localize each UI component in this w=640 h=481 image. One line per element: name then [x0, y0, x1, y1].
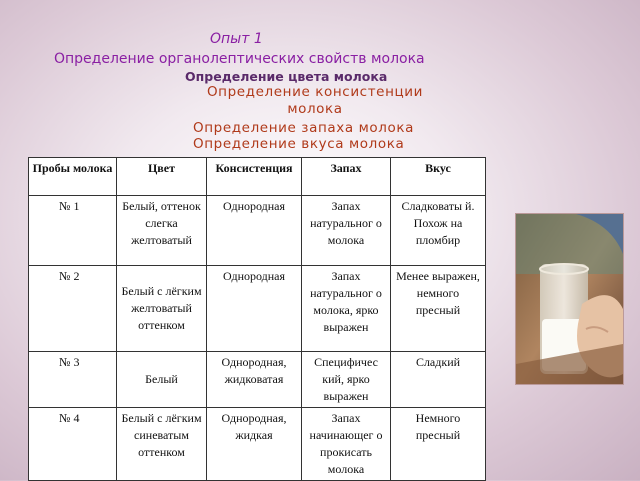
table-row [29, 408, 486, 481]
page-title: Определение органолептических свойств молока [54, 51, 425, 67]
table-cell: Белый с лёгким желтоватый оттенком [117, 266, 207, 352]
table-cell: Белый с лёгким синеватым оттенком [117, 408, 207, 481]
table-cell: Менее выражен, немного пресный [391, 266, 486, 352]
experiment-label: Опыт 1 [210, 31, 263, 47]
table-cell: Немного пресный [391, 408, 486, 481]
milk-glass-photo [515, 213, 624, 385]
table-row [29, 266, 486, 352]
smell-heading: Определение запаха молока [193, 120, 414, 136]
table-cell: Запах натуральног о молока, ярко выражен [302, 266, 391, 352]
table-cell: Белый, оттенок слегка желтоватый [117, 196, 207, 266]
taste-heading: Определение вкуса молока [193, 136, 405, 152]
table-cell: Однородная [207, 266, 302, 352]
table-cell: Сладковаты й. Похож на пломбир [391, 196, 486, 266]
table-cell: Запах начинающег о прокисать молока [302, 408, 391, 481]
table-cell: Однородная, жидковатая [207, 352, 302, 408]
table-cell: Однородная [207, 196, 302, 266]
color-heading: Определение цвета молока [185, 69, 388, 84]
table-cell: Сладкий [391, 352, 486, 408]
table-cell: № 1 [29, 196, 117, 266]
consistency-heading: Определение консистенции молока [206, 84, 424, 117]
table-cell: Запах натуральног о молока [302, 196, 391, 266]
column-header-consistency: Консистенция [207, 158, 302, 196]
table-cell: № 4 [29, 408, 117, 481]
column-header-taste: Вкус [391, 158, 486, 196]
table-row [29, 352, 486, 408]
table-cell: Однородная, жидкая [207, 408, 302, 481]
table-row [29, 196, 486, 266]
column-header-smell: Запах [302, 158, 391, 196]
table-cell: № 3 [29, 352, 117, 408]
column-header-sample: Пробы молока [29, 158, 117, 196]
table-cell: № 2 [29, 266, 117, 352]
table-cell: Белый [117, 352, 207, 408]
results-table [28, 157, 486, 481]
table-cell: Специфичес кий, ярко выражен [302, 352, 391, 408]
column-header-color: Цвет [117, 158, 207, 196]
